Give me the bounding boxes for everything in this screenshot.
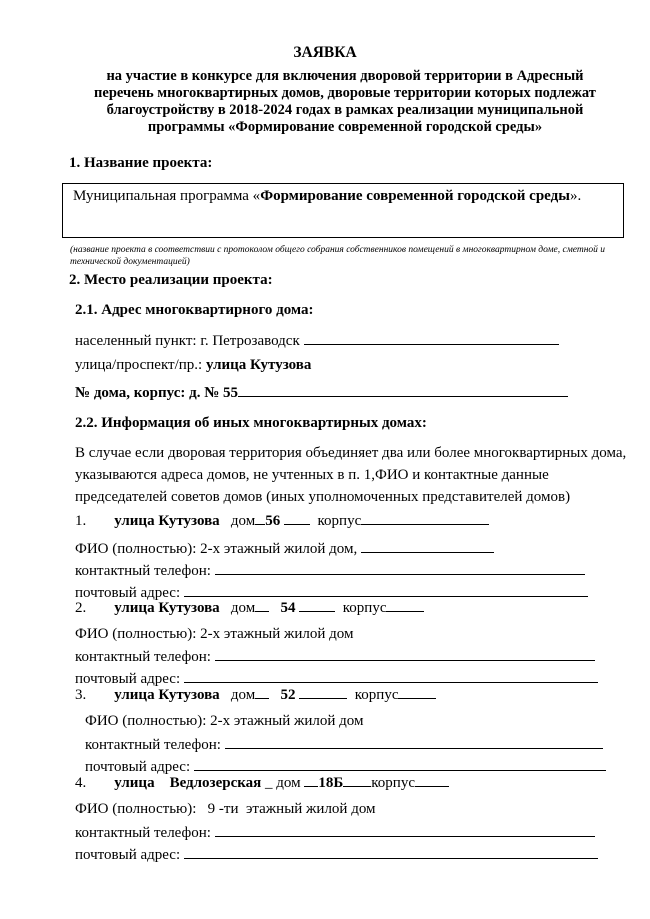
dom-label: дом bbox=[230, 600, 256, 616]
dom-blank[interactable] bbox=[255, 512, 265, 525]
house-street: улица Ведлозерская bbox=[114, 775, 262, 791]
dom-blank[interactable] bbox=[255, 686, 269, 699]
subtitle-line: программы «Формирование современной городской среды» bbox=[147, 119, 543, 135]
section21-heading: 2.1. Адрес многоквартирного дома: bbox=[75, 302, 314, 318]
house-label: № дома, корпус: д. № 55 bbox=[75, 385, 239, 401]
korpus-blank[interactable] bbox=[415, 774, 449, 787]
house-number: 1. bbox=[75, 513, 87, 529]
fio-label: ФИО (полностью): 9 -ти этажный жилой дом bbox=[75, 801, 376, 817]
mail-blank[interactable] bbox=[184, 670, 598, 683]
dom-blank[interactable] bbox=[284, 512, 310, 525]
phone-label: контактный телефон: bbox=[75, 825, 211, 841]
dom-blank[interactable] bbox=[255, 599, 269, 612]
fio-label: ФИО (полностью): 2-х этажный жилой дом bbox=[85, 713, 364, 729]
mail-blank[interactable] bbox=[184, 584, 588, 597]
house-entry-4 bbox=[75, 774, 449, 792]
house-blank[interactable] bbox=[238, 384, 568, 397]
dom-blank[interactable] bbox=[304, 774, 318, 787]
mail-label: почтовый адрес: bbox=[85, 759, 191, 775]
street-field[interactable] bbox=[75, 357, 311, 374]
phone-blank[interactable] bbox=[215, 824, 595, 837]
mail-label: почтовый адрес: bbox=[75, 671, 181, 687]
mail-blank[interactable] bbox=[184, 846, 598, 859]
settlement-field[interactable] bbox=[75, 332, 559, 350]
phone-field[interactable] bbox=[75, 648, 595, 666]
phone-label: контактный телефон: bbox=[85, 737, 221, 753]
dom-value: 54 bbox=[280, 600, 296, 616]
mail-blank[interactable] bbox=[194, 758, 606, 771]
dom-label: дом bbox=[230, 687, 256, 703]
house-entry-2 bbox=[75, 599, 424, 617]
dom-value: 56 bbox=[265, 513, 281, 529]
document-subtitle bbox=[60, 68, 630, 136]
phone-label: контактный телефон: bbox=[75, 649, 211, 665]
fio-field[interactable] bbox=[85, 713, 363, 730]
project-name-text bbox=[73, 188, 581, 205]
project-name-prefix: Муниципальная программа « bbox=[73, 188, 261, 204]
project-name-bold: Формирование современной городской среды bbox=[260, 188, 570, 204]
korpus-label: корпус bbox=[354, 687, 399, 703]
house-street: улица Кутузова bbox=[114, 600, 220, 616]
fio-field[interactable] bbox=[75, 540, 494, 558]
fio-label: ФИО (полностью): 2-х этажный жилой дом, bbox=[75, 541, 358, 557]
settlement-label: населенный пункт: г. Петрозаводск bbox=[75, 333, 300, 349]
house-number: 2. bbox=[75, 600, 87, 616]
section2-heading: 2. Место реализации проекта: bbox=[69, 272, 273, 288]
dom-label: дом bbox=[230, 513, 256, 529]
phone-blank[interactable] bbox=[225, 736, 603, 749]
fio-field[interactable] bbox=[75, 626, 353, 643]
korpus-label: корпус bbox=[317, 513, 362, 529]
settlement-blank[interactable] bbox=[304, 332, 559, 345]
project-name-box[interactable] bbox=[62, 183, 624, 238]
project-name-note: (название проекта в соответствии с протоколом общего собрания собственников помещений в многоквартирном доме, сметной и технической документацией) bbox=[70, 245, 606, 267]
korpus-blank[interactable] bbox=[386, 599, 424, 612]
phone-blank[interactable] bbox=[215, 562, 585, 575]
subtitle-line: перечень многоквартирных домов, дворовые территории которых подлежат bbox=[94, 85, 596, 101]
section1-heading: 1. Название проекта: bbox=[69, 155, 213, 171]
korpus-blank[interactable] bbox=[361, 512, 489, 525]
mail-label: почтовый адрес: bbox=[75, 847, 181, 863]
street-label: улица/проспект/пр.: bbox=[75, 357, 206, 373]
dom-value: 52 bbox=[280, 687, 296, 703]
instruction-paragraph: В случае если дворовая территория объединяет два или более многоквартирных дома, указываются адреса домов, не учтенных в п. 1,ФИО и контактные данные председателей советов домов (иных уполномоченных представителей домов) bbox=[75, 445, 627, 505]
phone-field[interactable] bbox=[75, 824, 595, 842]
street-value: улица Кутузова bbox=[205, 357, 312, 373]
house-entry-3 bbox=[75, 686, 436, 704]
fio-blank[interactable] bbox=[361, 540, 494, 553]
dom-blank[interactable] bbox=[343, 774, 371, 787]
dom-blank[interactable] bbox=[299, 599, 335, 612]
korpus-label: корпус bbox=[371, 775, 415, 791]
mail-field[interactable] bbox=[75, 846, 598, 864]
project-name-suffix: ». bbox=[569, 188, 582, 204]
phone-field[interactable] bbox=[75, 562, 585, 580]
dom-label: _ дом bbox=[265, 775, 301, 791]
house-street: улица Кутузова bbox=[114, 687, 220, 703]
section22-heading: 2.2. Информация об иных многоквартирных домах: bbox=[75, 415, 427, 431]
subtitle-line: благоустройству в 2018-2024 годах в рамках реализации муниципальной bbox=[106, 102, 584, 118]
document-title: ЗАЯВКА bbox=[293, 44, 357, 61]
dom-value: 18Б bbox=[318, 775, 344, 791]
mail-label: почтовый адрес: bbox=[75, 585, 181, 601]
fio-field[interactable] bbox=[75, 801, 376, 818]
phone-label: контактный телефон: bbox=[75, 563, 211, 579]
phone-blank[interactable] bbox=[215, 648, 595, 661]
house-street: улица Кутузова bbox=[114, 513, 220, 529]
house-entry-1 bbox=[75, 512, 489, 530]
phone-field[interactable] bbox=[85, 736, 603, 754]
fio-label: ФИО (полностью): 2-х этажный жилой дом bbox=[75, 626, 354, 642]
house-number: 4. bbox=[75, 775, 87, 791]
korpus-label: корпус bbox=[342, 600, 387, 616]
subtitle-line: на участие в конкурсе для включения дворовой территории в Адресный bbox=[106, 68, 584, 84]
korpus-blank[interactable] bbox=[398, 686, 436, 699]
dom-blank[interactable] bbox=[299, 686, 347, 699]
house-field[interactable] bbox=[75, 384, 568, 402]
house-number: 3. bbox=[75, 687, 87, 703]
